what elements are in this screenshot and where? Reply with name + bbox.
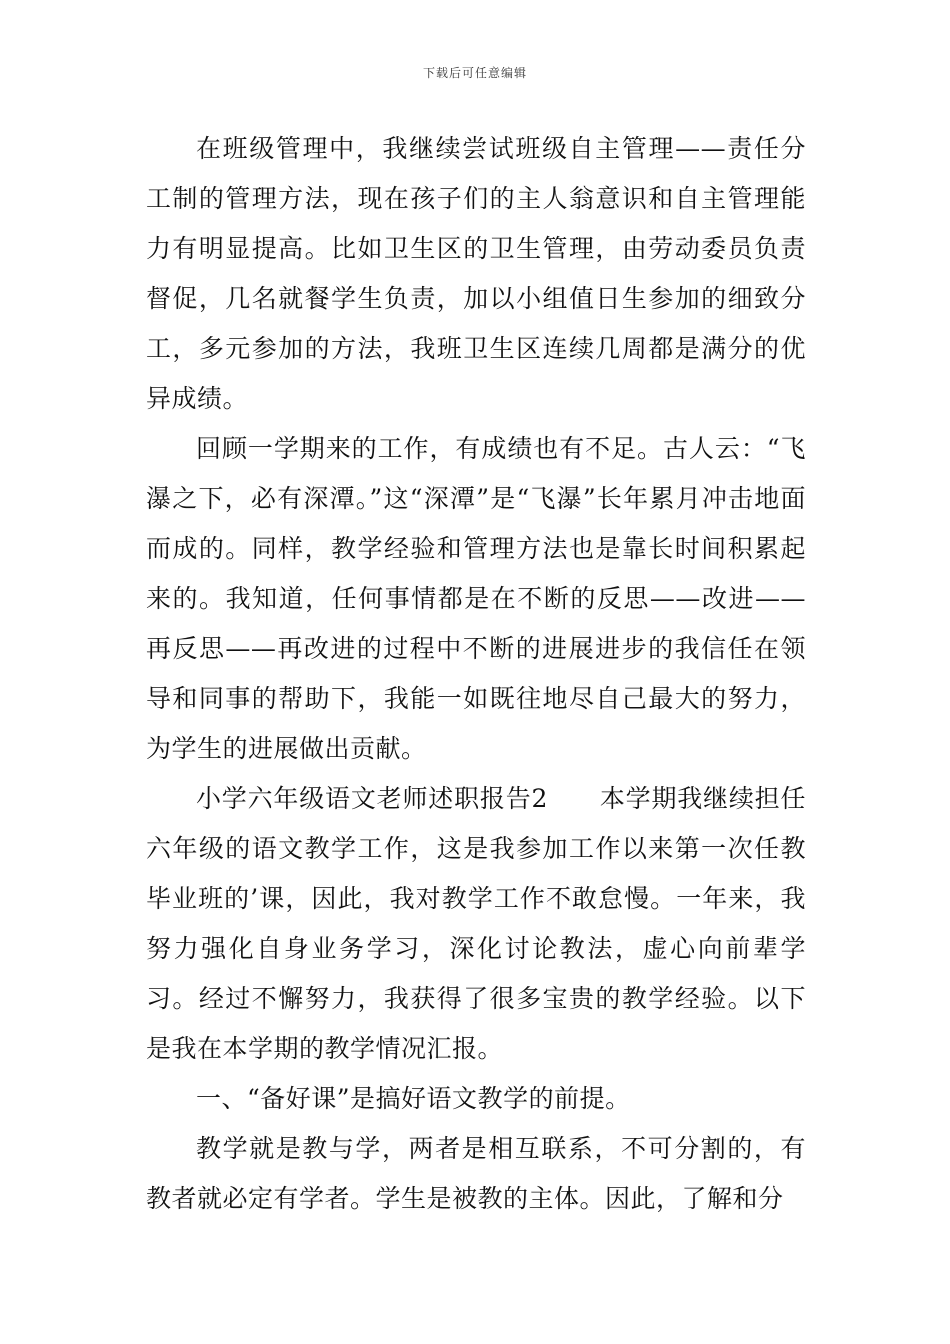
- page-header: 下载后可任意编辑: [422, 66, 527, 80]
- document-body: [146, 124, 806, 1224]
- paragraph-report-2-intro: 小学六年级语文老师述职报告2 本学期我继续担任六年级的语文教学工作，这是我参加工作以来第一次任教毕业班的’课，因此，我对教学工作不敢怠慢。一年来，我努力强化自身业务学习，深化讨论教法，虚心向前辈学习。经过不懈努力，我获得了很多宝贵的教学经验。以下是我在本学期的教学情况汇报。: [146, 784, 806, 1063]
- paragraph-class-management: 在班级管理中，我继续尝试班级自主管理——责任分工制的管理方法，现在孩子们的主人翁意识和自主管理能力有明显提高。比如卫生区的卫生管理，由劳动委员负责督促，几名就餐学生负责，加以小组值日生参加的细致分工，多元参加的方法，我班卫生区连续几周都是满分的优异成绩。: [146, 134, 806, 413]
- paragraph-review: 回顾一学期来的工作，有成绩也有不足。古人云：“飞瀑之下，必有深潭。”这“深潭”是“飞瀑”长年累月冲击地面而成的。同样，教学经验和管理方法也是靠长时间积累起来的。我知道，任何事情都是在不断的反思——改进——再反思——再改进的过程中不断的进展进步的我信任在领导和同事的帮助下，我能一如既往地尽自己最大的努力，为学生的进展做出贡献。: [146, 434, 806, 763]
- section-heading-lesson-prep: 一、“备好课”是搞好语文教学的前提。: [196, 1084, 631, 1113]
- paragraph-teaching-learning: 教学就是教与学，两者是相互联系，不可分割的，有教者就必定有学者。学生是被教的主体。因此，了解和分: [146, 1134, 806, 1213]
